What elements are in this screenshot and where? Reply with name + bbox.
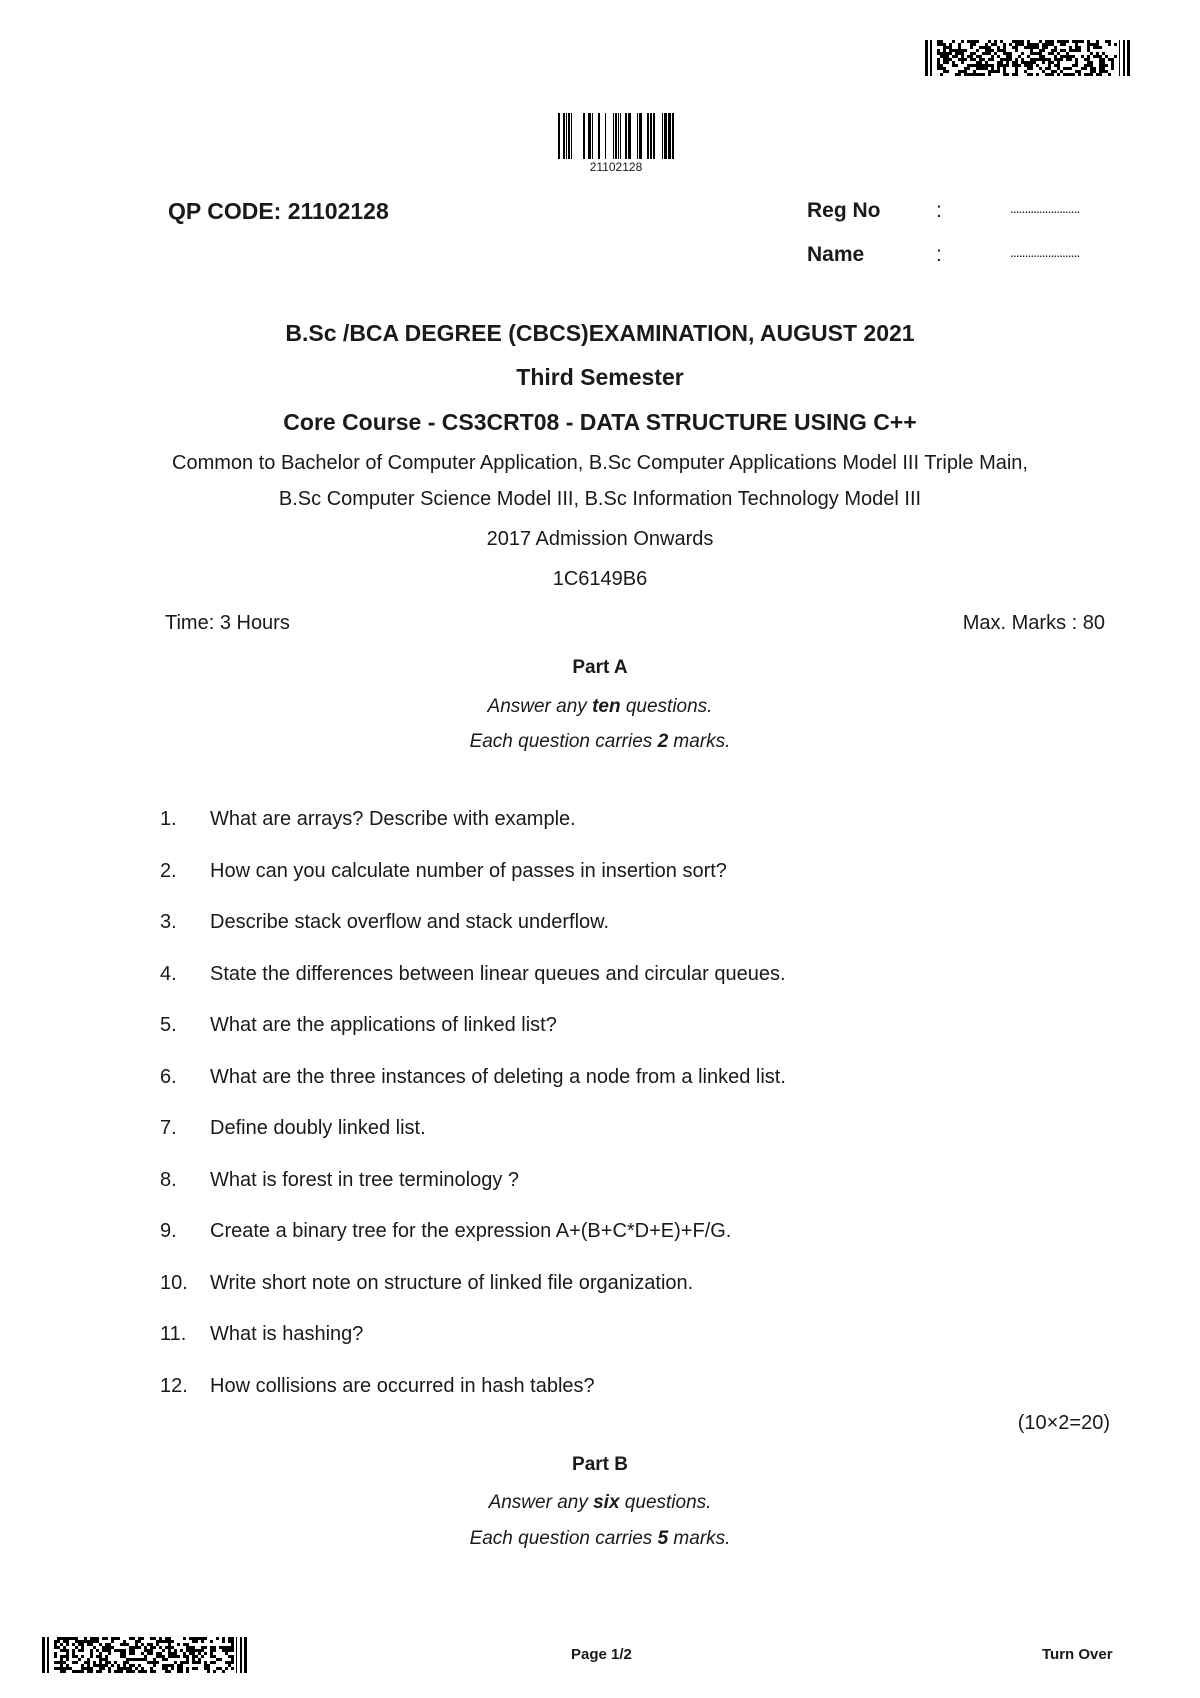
barcode-number: 21102128 (589, 160, 643, 174)
center-barcode (558, 113, 674, 159)
question-text: What are the applications of linked list? (210, 1014, 557, 1036)
question-text: How collisions are occurred in hash tables? (210, 1375, 595, 1397)
part-b-instruction-2: Each question carries 5 marks. (469, 1528, 731, 1549)
question-text: Create a binary tree for the expression A+(B+C*D+E)+F/G. (210, 1220, 732, 1242)
page-number: Page 1/2 (571, 1646, 632, 1663)
reg-no-label: Reg No (807, 199, 881, 222)
question-text: What are arrays? Describe with example. (210, 808, 576, 830)
part-a-heading: Part A (572, 657, 628, 678)
question-number: 11. (160, 1323, 187, 1345)
paper-code: 1C6149B6 (552, 568, 648, 590)
part-b-instruction-1: Answer any six questions. (488, 1492, 712, 1513)
max-marks: Max. Marks : 80 (962, 612, 1105, 634)
reg-no-field[interactable]: ........................ (1010, 200, 1080, 216)
question-number: 10. (160, 1272, 188, 1294)
name-field[interactable]: ........................ (1010, 244, 1080, 260)
question-text: What is forest in tree terminology ? (210, 1169, 520, 1191)
admission: 2017 Admission Onwards (486, 528, 714, 550)
question-text: Describe stack overflow and stack underflow. (210, 911, 610, 933)
reg-no-colon: : (936, 199, 942, 222)
question-number: 3. (160, 911, 177, 933)
part-b-heading: Part B (572, 1454, 628, 1475)
question-number: 8. (160, 1169, 177, 1191)
question-text: What are the three instances of deleting a node from a linked list. (210, 1066, 786, 1088)
semester: Third Semester (516, 364, 684, 390)
time: Time: 3 Hours (165, 612, 290, 634)
question-number: 12. (160, 1375, 188, 1397)
question-text: How can you calculate number of passes in insertion sort? (210, 860, 727, 882)
common-line-1: Common to Bachelor of Computer Application, B.Sc Computer Applications Model III Triple Main, (172, 452, 1028, 474)
question-text: What is hashing? (210, 1323, 364, 1345)
exam-title: B.Sc /BCA DEGREE (CBCS)EXAMINATION, AUGUST 2021 (285, 320, 915, 346)
common-line-2: B.Sc Computer Science Model III, B.Sc Information Technology Model III (278, 488, 922, 510)
course-title: Core Course - CS3CRT08 - DATA STRUCTURE USING C++ (283, 409, 917, 435)
question-number: 1. (160, 808, 177, 830)
question-text: State the differences between linear queues and circular queues. (210, 963, 786, 985)
name-colon: : (936, 243, 942, 266)
part-a-total: (10×2=20) (1017, 1412, 1110, 1434)
qp-code: QP CODE: 21102128 (168, 198, 389, 224)
part-a-instruction-2: Each question carries 2 marks. (469, 731, 731, 752)
question-number: 2. (160, 860, 177, 882)
turn-over: Turn Over (1042, 1646, 1113, 1663)
top-right-barcode (925, 40, 1130, 76)
name-label: Name (807, 243, 865, 266)
question-number: 9. (160, 1220, 177, 1242)
question-number: 6. (160, 1066, 177, 1088)
bottom-left-barcode (42, 1637, 247, 1673)
question-text: Define doubly linked list. (210, 1117, 426, 1139)
question-number: 4. (160, 963, 177, 985)
part-a-instruction-1: Answer any ten questions. (487, 696, 713, 717)
question-number: 7. (160, 1117, 177, 1139)
question-number: 5. (160, 1014, 177, 1036)
question-text: Write short note on structure of linked file organization. (210, 1272, 694, 1294)
